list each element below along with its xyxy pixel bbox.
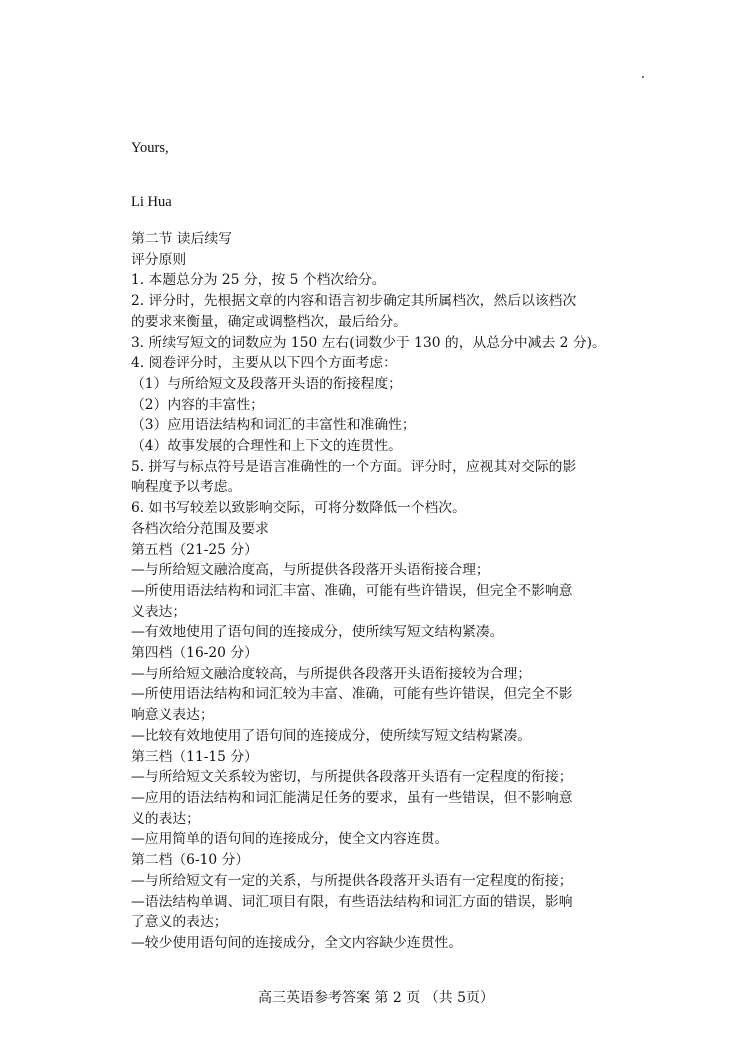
text-line: 第四档（16-20 分） xyxy=(131,645,258,662)
text-line: 评分原则 xyxy=(131,251,187,268)
text-line: 第三档（11-15 分） xyxy=(131,748,258,765)
text-line: （2）内容的丰富性； xyxy=(131,396,264,413)
text-line: 1. 本题总分为 25 分，按 5 个档次给分。 xyxy=(131,272,386,289)
text-line: 第二档（6-10 分） xyxy=(131,852,250,869)
text-line: 3. 所续写短文的词数应为 150 左右(词数少于 130 的，从总分中减去 2 分)。 xyxy=(131,334,606,351)
letter-signoff: Yours, xyxy=(131,140,169,156)
text-line: —与所给短文融洽度高，与所提供各段落开头语衔接合理； xyxy=(131,562,490,579)
text-line: —较少使用语句间的连接成分，全文内容缺少连贯性。 xyxy=(131,934,463,951)
text-line: 的要求来衡量，确定或调整档次，最后给分。 xyxy=(131,313,407,330)
text-line: 5. 拼写与标点符号是语言准确性的一个方面。评分时，应视其对交际的影 xyxy=(131,458,577,475)
text-line: —有效地使用了语句间的连接成分，使所续写短文结构紧凑。 xyxy=(131,624,504,641)
text-line: —与所给短文有一定的关系，与所提供各段落开头语有一定程度的衔接； xyxy=(131,872,573,889)
text-line: 6. 如书写较差以致影响交际，可将分数降低一个档次。 xyxy=(131,500,466,517)
text-line: 4. 阅卷评分时，主要从以下四个方面考虑： xyxy=(131,355,397,372)
text-line: —所使用语法结构和词汇丰富、准确，可能有些许错误，但完全不影响意 xyxy=(131,582,573,599)
page-footer: 高三英语参考答案 第 2 页 （共 5页） xyxy=(257,990,495,1006)
text-line: 2. 评分时，先根据文章的内容和语言初步确定其所属档次，然后以该档次 xyxy=(131,293,577,310)
text-line: 响意义表达； xyxy=(131,707,214,724)
text-line: —与所给短文关系较为密切，与所提供各段落开头语有一定程度的衔接； xyxy=(131,769,573,786)
text-line: （1）与所给短文及段落开头语的衔接程度； xyxy=(131,375,402,392)
text-line: —比较有效地使用了语句间的连接成分，使所续写短文结构紧凑。 xyxy=(131,727,532,744)
text-line: （3）应用语法结构和词汇的丰富性和准确性； xyxy=(131,417,416,434)
text-line: —应用的语法结构和词汇能满足任务的要求，虽有一些错误，但不影响意 xyxy=(131,789,573,806)
letter-signature: Li Hua xyxy=(131,194,172,210)
text-line: —与所给短文融洽度较高，与所提供各段落开头语衔接较为合理； xyxy=(131,665,532,682)
text-line: 第二节 读后续写 xyxy=(131,231,232,247)
text-line: —语法结构单调、词汇项目有限，有些语法结构和词汇方面的错误，影响 xyxy=(131,893,573,910)
text-line: （4）故事发展的合理性和上下文的连贯性。 xyxy=(131,438,402,455)
answer-key-body xyxy=(131,229,623,954)
text-line: 义表达； xyxy=(131,603,187,620)
text-line: —所使用语法结构和词汇较为丰富、准确，可能有些许错误，但完全不影 xyxy=(131,686,573,703)
scan-dot xyxy=(642,76,644,78)
text-line: 第五档（21-25 分） xyxy=(131,541,258,558)
text-line: 各档次给分范围及要求 xyxy=(131,520,269,537)
text-line: 响程度予以考虑。 xyxy=(131,479,242,496)
text-line: —应用简单的语句间的连接成分，使全文内容连贯。 xyxy=(131,831,449,848)
text-line: 了意义的表达； xyxy=(131,914,228,931)
text-line: 义的表达； xyxy=(131,810,200,827)
